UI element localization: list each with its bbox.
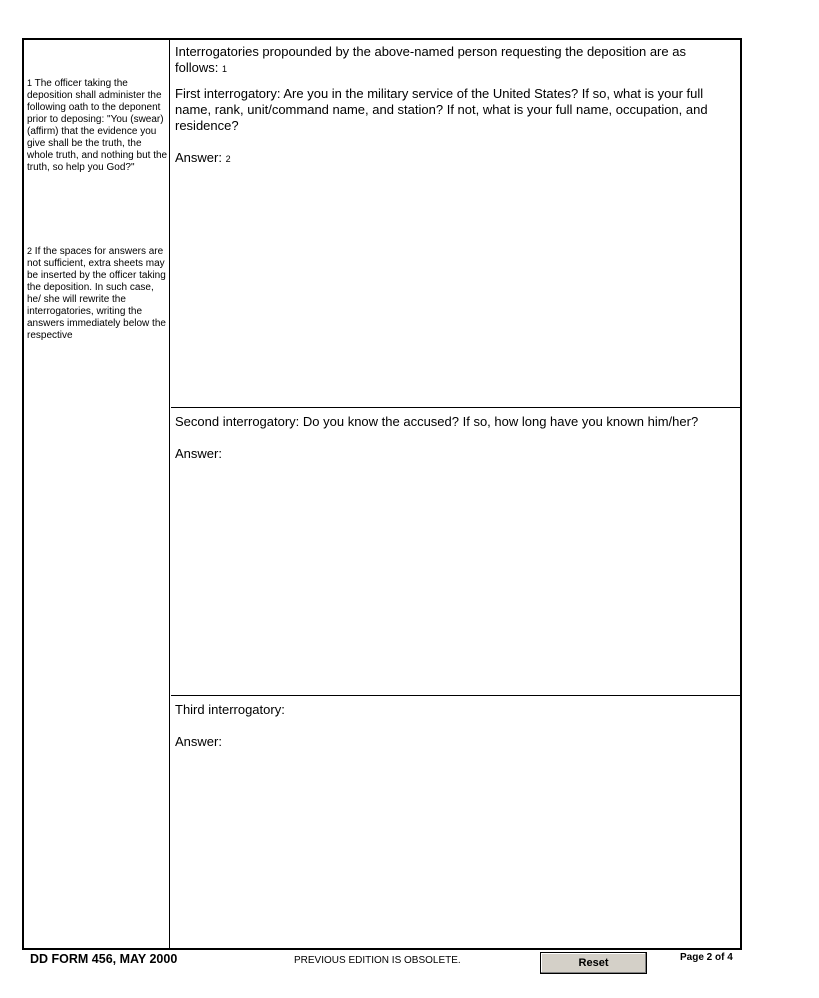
- footnote-2: [27, 245, 169, 342]
- intro-footnote-ref: 1: [221, 64, 227, 74]
- third-interrogatory-section: [171, 696, 740, 948]
- answer-label-text: Answer:: [175, 150, 222, 165]
- first-answer-label: [175, 150, 715, 167]
- third-answer-label: Answer:: [175, 734, 222, 749]
- intro-text: Interrogatories propounded by the above-named person requesting the deposition are as follows:: [175, 44, 686, 75]
- interrogatories-intro: [175, 44, 715, 77]
- third-interrogatory-question: Third interrogatory:: [175, 702, 285, 717]
- footnote-1: [27, 77, 169, 174]
- previous-edition-note: PREVIOUS EDITION IS OBSOLETE.: [294, 955, 461, 966]
- footnote-1-marker: 1: [27, 78, 33, 88]
- footnote-2-text: If the spaces for answers are not sufficient, extra sheets may be inserted by the officer taking the deposition. In such case, he/ she will rewrite the interrogatories, writing the answers immediately below the respective: [27, 246, 166, 341]
- second-answer-label: Answer:: [175, 446, 222, 461]
- footnote-2-marker: 2: [27, 246, 33, 256]
- second-interrogatory-question: Second interrogatory: Do you know the accused? If so, how long have you known him/her?: [175, 414, 699, 429]
- first-interrogatory-question: First interrogatory: Are you in the military service of the United States? If so, what is your full name, rank, unit/command name, and station? If not, what is your full name, occupation, and residence?: [175, 86, 708, 133]
- form-frame: [22, 38, 742, 950]
- first-interrogatory-section: [171, 40, 740, 408]
- footnote-1-text: The officer taking the deposition shall administer the following oath to the deponent prior to deposing: "You (swear)(affirm) that the evidence you give shall be the truth, the whole truth, and nothing but the truth, so help you God?": [27, 78, 168, 173]
- page-number: Page 2 of 4: [680, 952, 733, 963]
- reset-button[interactable]: Reset: [540, 952, 647, 974]
- footnote-sidebar: [24, 40, 170, 948]
- second-interrogatory-section: [171, 408, 740, 696]
- form-id: DD FORM 456, MAY 2000: [30, 952, 178, 966]
- answer-footnote-ref: 2: [225, 154, 231, 164]
